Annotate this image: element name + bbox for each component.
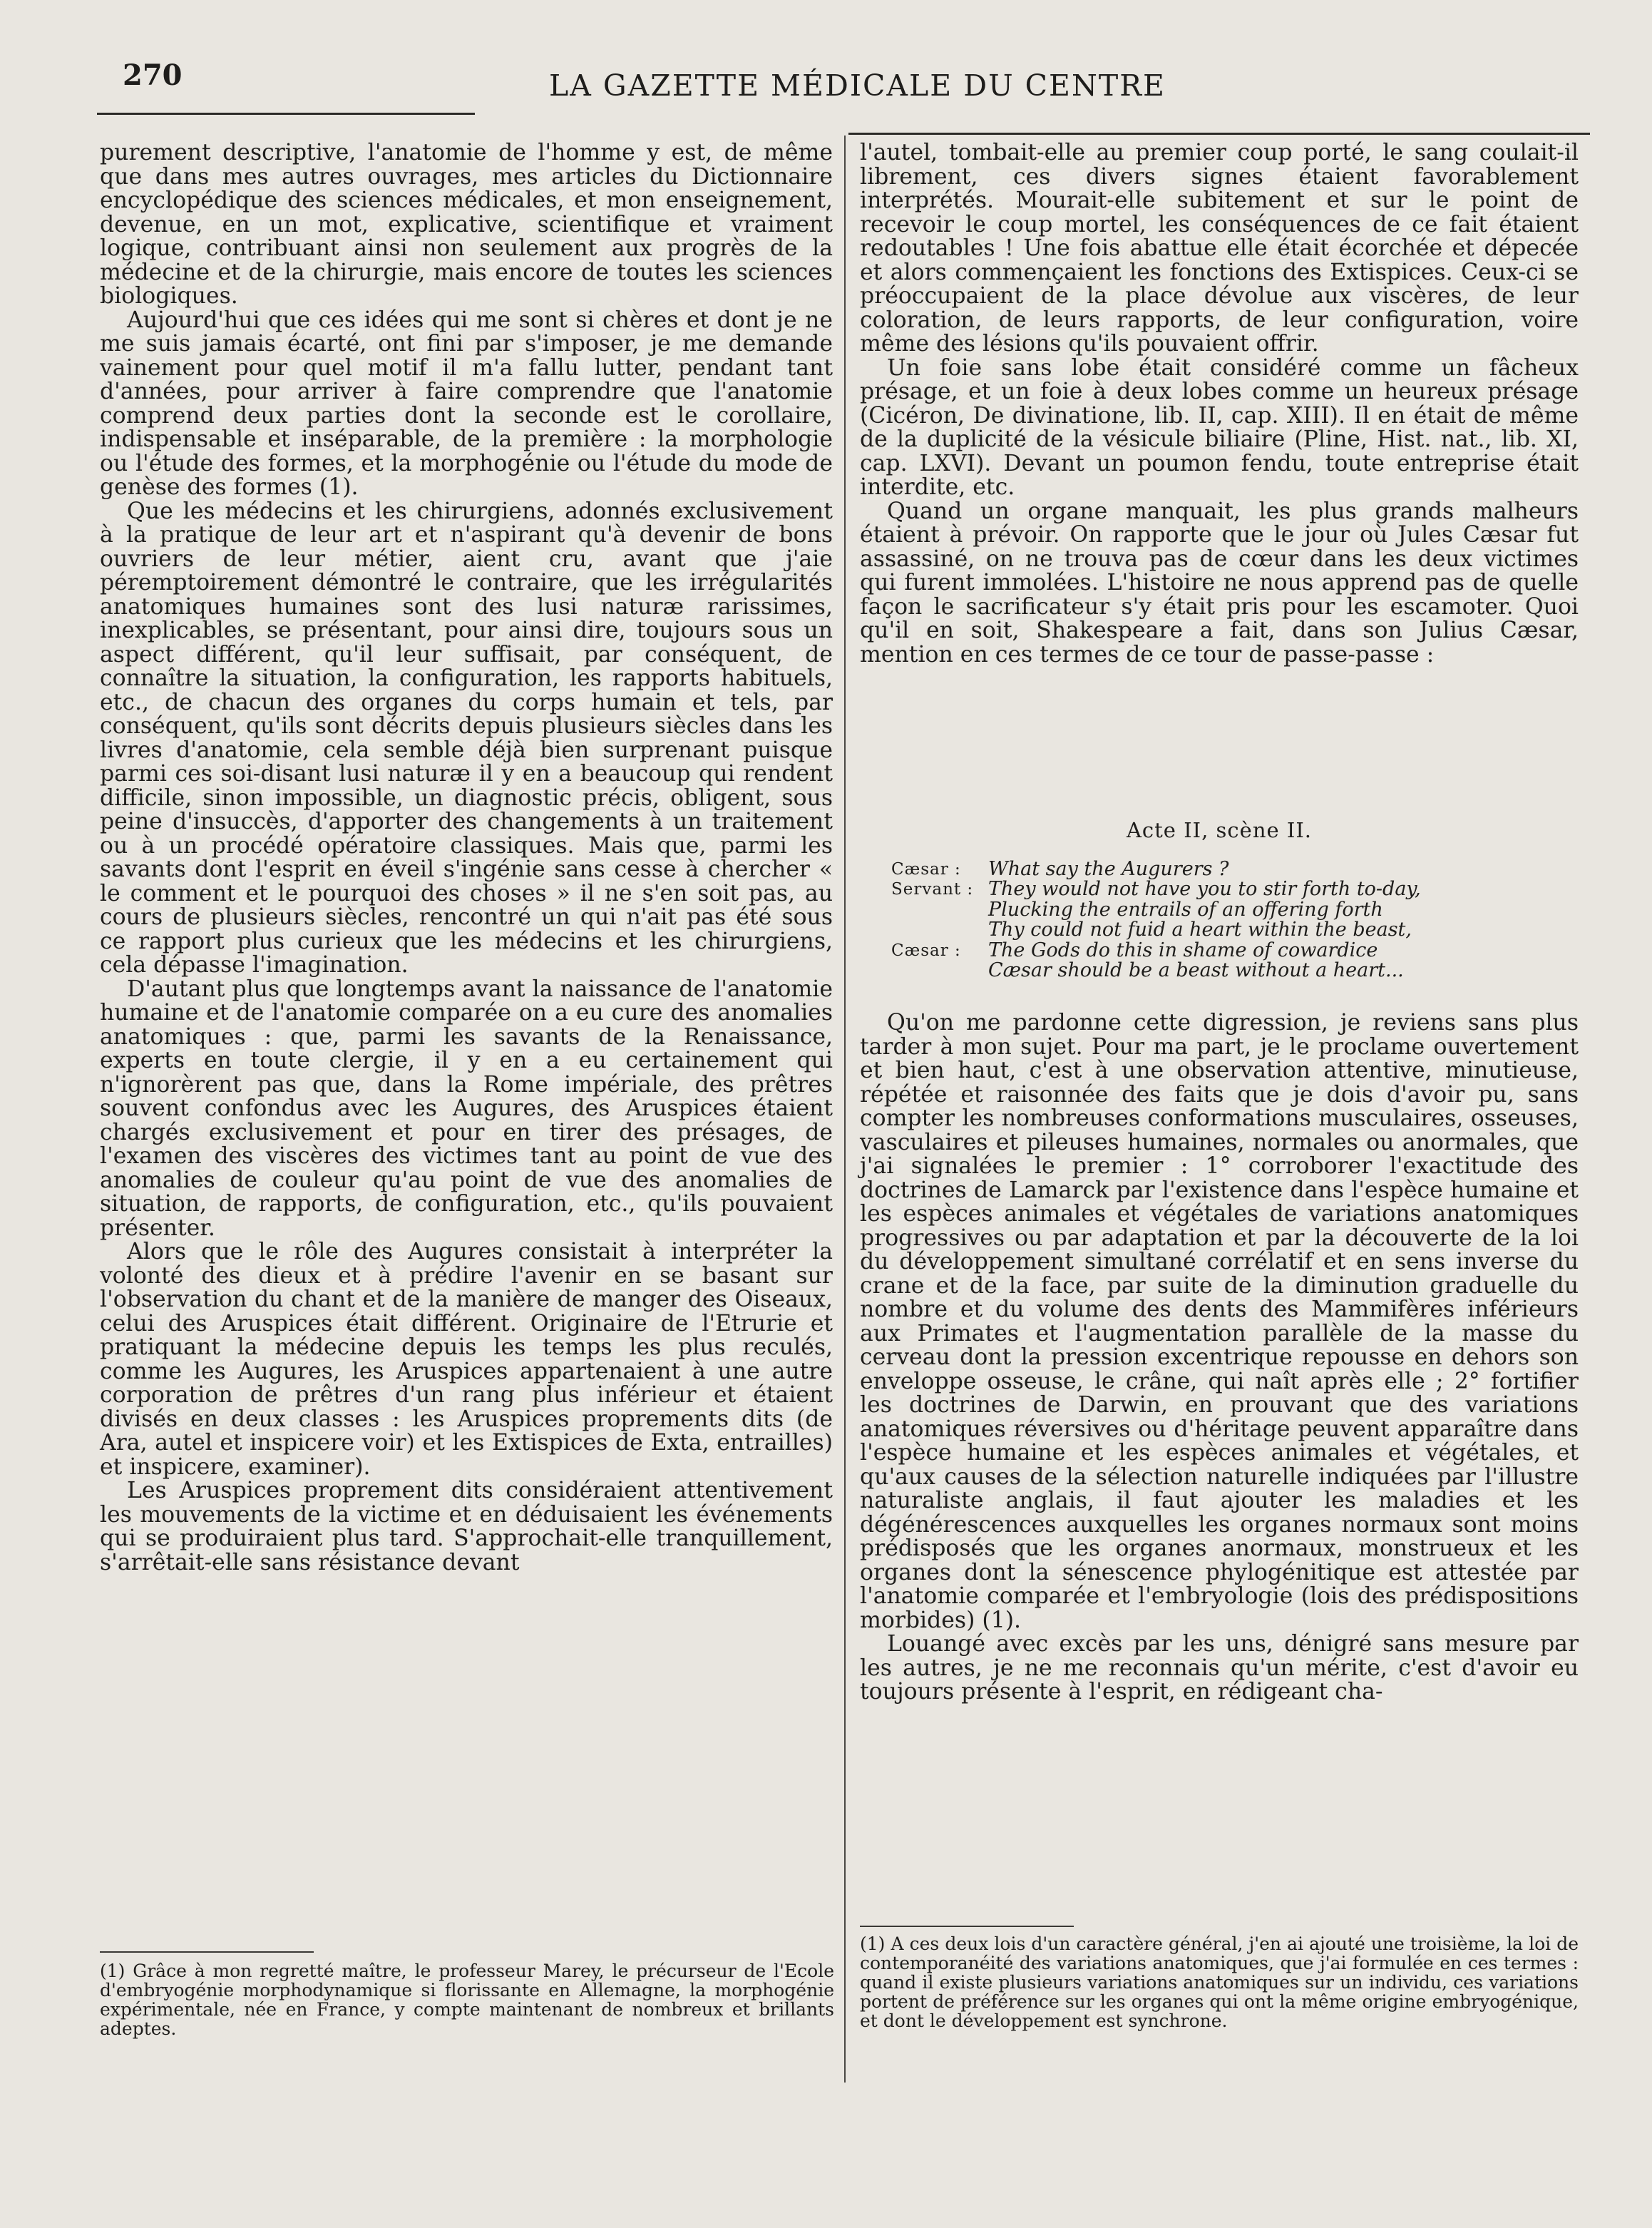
quote-text: The Gods do this in shame of cowardice [988,939,1378,961]
page-header [0,0,1652,128]
paragraph: Les Aruspices proprement dits considéraient attentivement les mouvements de la victime et en déduisaient les événements qui se produiraient plus tard. S'approchait-elle tranquillement, s'arrêtait-elle sans résistance devant [100,1478,833,1575]
paragraph: l'autel, tombait-elle au premier coup porté, le sang coulait-il librement, ces divers signes étaient favorablement interprétés. Mourait-elle subitement et sur le point de recevoir le coup mortel, les conséquences de ce fait étaient redoutables ! Une fois abattue elle était écorchée et dépecée et alors commençaient les fonctions des Extispices. Ceux-ci se préoccupaient de la place dévolue aux viscères, de leur coloration, de leurs rapports, de leur configuration, voire même des lésions qu'ils pouvaient offrir. [860,140,1579,357]
quote-speaker [860,900,988,921]
footnote-left [100,1961,834,2038]
paragraph: Louangé avec excès par les uns, dénigré sans mesure par les autres, je ne me reconnais qu'un mérite, c'est d'avoir eu toujours présente à l'esprit, en rédigeant cha- [860,1631,1579,1705]
journal-title: LA GAZETTE MÉDICALE DU CENTRE [549,68,1166,103]
quote-text: Plucking the entrails of an offering forth [988,898,1383,921]
quote-line [860,961,1579,981]
quote-title: Acte II, scène II. [1126,818,1313,842]
right-column-continued [860,1011,1579,1705]
footnote-text: (1) Grâce à mon regretté maître, le professeur Marey, le précurseur de l'Ecole d'embryogénie morphodynamique si florissante en Allemagne, la morphogénie expérimentale, née en France, y compte maintenant de nombreux et brillants adeptes. [100,1961,834,2039]
left-column [100,141,833,1575]
quote-line [860,859,1579,880]
quote-line [860,941,1579,961]
paragraph: Que les médecins et les chirurgiens, adonnés exclusivement à la pratique de leur art et n'aspirant qu'à devenir de bons ouvriers de leur métier, aient cru, avant que j'aie péremptoirement démontré le contraire, que les irrégularités anatomiques humaines sont des lusi naturæ rarissimes, inexplicables, se présentant, pour ainsi dire, toujours sous un aspect différent, qu'il leur suffisait, par conséquent, de connaître la situation, la configuration, les rapports habituels, etc., de chacun des organes du corps humain et tels, par conséquent, qu'ils sont décrits depuis plusieurs siècles dans les livres d'anatomie, cela semble déjà bien surprenant puisque parmi ces soi-disant lusi naturæ il y en a beaucoup qui rendent difficile, sinon impossible, un diagnostic précis, obligent, sous peine d'insuccès, d'apporter des changements à un traitement ou à un procédé opératoire classiques. Mais que, parmi les savants dont l'esprit en éveil s'ingénie sans cesse à chercher « le comment et le pourquoi des choses » il ne s'en soit pas, au cours de plusieurs siècles, rencontré un qui n'ait pas été sous ce rapport plus curieux que les médecins et les chirurgiens, cela dépasse l'imagination. [100,498,833,978]
quote-text: They would not have you to stir forth to-day, [988,878,1421,900]
quote-speaker: Cæsar : [891,941,961,960]
header-rule-right [848,133,1590,135]
paragraph: D'autant plus que longtemps avant la naissance de l'anatomie humaine et de l'anatomie comparée on a eu cure des anomalies anatomiques : que, parmi les savants de la Renaissance, experts en toute clergie, il y en a eu certainement qui n'ignorèrent pas que, dans la Rome impériale, des prêtres souvent confondus avec les Augures, des Aruspices étaient chargés exclusivement et pour en tirer des présages, de l'examen des viscères des victimes tant au point de vue des anomalies de couleur qu'au point de vue des anomalies de situation, de rapports, de configuration, etc., qu'ils pouvaient présenter. [100,976,833,1241]
quote-speaker [860,961,988,981]
quote-text: What say the Augurers ? [988,857,1229,880]
footnote-rule-left [100,1951,314,1953]
quote-line [860,879,1579,900]
quote-text: Cæsar should be a beast without a heart... [988,959,1404,981]
quote-speaker: Cæsar : [891,859,961,879]
column-divider [844,136,846,2083]
paragraph: Aujourd'hui que ces idées qui me sont si chères et dont je ne me suis jamais écarté, ont fini par s'imposer, je me demande vainement pour quel motif il m'a fallu lutter, pendant tant d'années, pour arriver à faire comprendre que l'anatomie comprend deux parties dont la seconde est le corollaire, indispensable et inséparable, de la première : la morphologie ou l'étude des formes, et la morphogénie ou l'étude du mode de genèse des formes (1). [100,307,833,500]
paragraph: Un foie sans lobe était considéré comme un fâcheux présage, et un foie à deux lobes comme un heureux présage (Cicéron, De divinatione, lib. II, cap. XIII). Il en était de même de la duplicité de la vésicule biliaire (Pline, Hist. nat., lib. XI, cap. LXVI). Devant un poumon fendu, toute entreprise était interdite, etc. [860,354,1579,500]
footnote-rule-right [860,1926,1074,1927]
paragraph: purement descriptive, l'anatomie de l'homme y est, de même que dans mes autres ouvrages, mes articles du Dictionnaire encyclopédique des sciences médicales, et mon enseignement, devenue, en un mot, explicative, scientifique et vraiment logique, contribuant ainsi non seulement aux progrès de la médecine et de la chirurgie, mais encore de toutes les sciences biologiques. [100,140,833,309]
quote-line [860,920,1579,941]
paragraph: Qu'on me pardonne cette digression, je reviens sans plus tarder à mon sujet. Pour ma part, je le proclame ouvertement et bien haut, c'est à une observation attentive, minutieuse, répétée et raisonnée des faits que je dois d'avoir pu, sans compter les nombreuses conformations musculaires, osseuses, vasculaires et pileuses humaines, normales ou anormales, que j'ai signalées le premier : 1° corroborer l'exactitude des doctrines de Lamarck par l'existence dans l'espèce humaine et les espèces animales et végétales de variations anatomiques progressives ou par adaptation et par la découverte de la loi du développement simultané corrélatif et en sens inverse du crane et de la face, par suite de la diminution graduelle du nombre et du volume des dents des Mammifères inférieurs aux Primates et l'augmentation parallèle de la masse du cerveau dont la pression excentrique repousse en dehors son enveloppe osseuse, le crâne, qui naît après elle ; 2° fortifier les doctrines de Darwin, en prouvant que des variations anatomiques réversives ou d'héritage peuvent apparaître dans l'espèce humaine et les espèces animales et végétales, et qu'aux causes de la sélection naturelle indiquées par l'illustre naturaliste anglais, il faut ajouter les maladies et les dégénérescences auxquelles les organes normaux sont moins prédisposés que les organes anormaux, monstrueux et les organes dont la sénescence phylogénitique est attestée par l'anatomie comparée et l'embryologie (lois des prédispositions morbides) (1). [860,1010,1579,1633]
shakespeare-quote [860,820,1579,981]
page-number: 270 [123,58,183,92]
footnote-right [860,1934,1579,2030]
quote-speaker [860,920,988,941]
quote-line [860,900,1579,921]
header-rule-left [97,113,475,115]
paragraph: Quand un organe manquait, les plus grands malheurs étaient à prévoir. On rapporte que le jour où Jules Cæsar fut assassiné, on ne trouva pas de cœur dans les deux victimes qui furent immolées. L'histoire ne nous apprend pas de quelle façon le sacrificateur s'y était pris pour les escamoter. Quoi qu'il en soit, Shakespeare a fait, dans son Julius Cæsar, mention en ces termes de ce tour de passe-passe : [860,498,1579,668]
quote-speaker: Servant : [891,880,974,899]
right-column [860,141,1579,667]
footnote-text: (1) A ces deux lois d'un caractère général, j'en ai ajouté une troisième, la loi de contemporanéité des variations anatomiques, que j'ai formulée en ces termes : quand il existe plusieurs variations anatomiques sur un individu, ces variations portent de préférence sur les organes qui ont la même origine embryogénique, et dont le développement est synchrone. [860,1933,1579,2031]
paragraph: Alors que le rôle des Augures consistait à interpréter la volonté des dieux et à prédire l'avenir en se basant sur l'observation du chant et de la manière de manger des Oiseaux, celui des Aruspices était différent. Originaire de l'Etrurie et pratiquant la médecine depuis les temps les plus reculés, comme les Augures, les Aruspices appartenaient à une autre corporation de prêtres d'un rang plus inférieur et étaient divisés en deux classes : les Aruspices proprements dits (de Ara, autel et inspicere voir) et les Extispices de Exta, entrailles) et inspicere, examiner). [100,1239,833,1480]
quote-text: Thy could not fuid a heart within the beast, [988,919,1412,941]
